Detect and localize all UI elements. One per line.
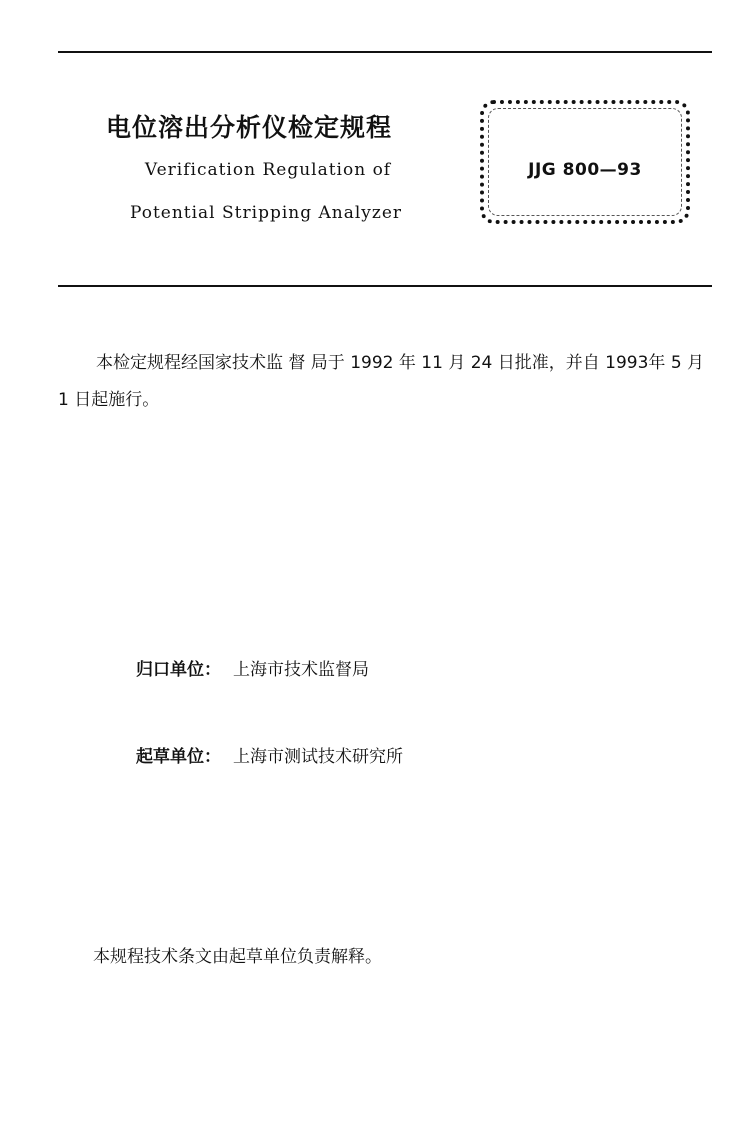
approval-statement — [58, 345, 718, 419]
drafting-unit-value: 上海市测试技术研究所 — [233, 747, 403, 767]
responsible-unit-row — [136, 655, 369, 680]
document-title-chinese: 电位溶出分析仪检定规程 — [106, 113, 393, 142]
responsible-unit-label: 归口单位： — [136, 660, 221, 680]
drafting-unit-label: 起草单位： — [136, 747, 221, 767]
drafting-unit-row — [136, 742, 403, 767]
approval-text: 本检定规程经国家技术监 督 局于 1992 年 11 月 24 日批准，并自 1993年 5 月 1 日起施行。 — [58, 353, 705, 410]
regulation-code-frame — [480, 100, 690, 224]
bottom-rule — [58, 285, 712, 287]
document-title-english-line1: Verification Regulation of — [144, 160, 392, 180]
document-title-english-line2: Potential Stripping Analyzer — [129, 203, 403, 223]
top-rule — [58, 51, 712, 53]
regulation-code: JJG 800—93 — [528, 160, 642, 180]
interpretation-note: 本规程技术条文由起草单位负责解释。 — [93, 947, 382, 967]
responsible-unit-value: 上海市技术监督局 — [233, 660, 369, 680]
